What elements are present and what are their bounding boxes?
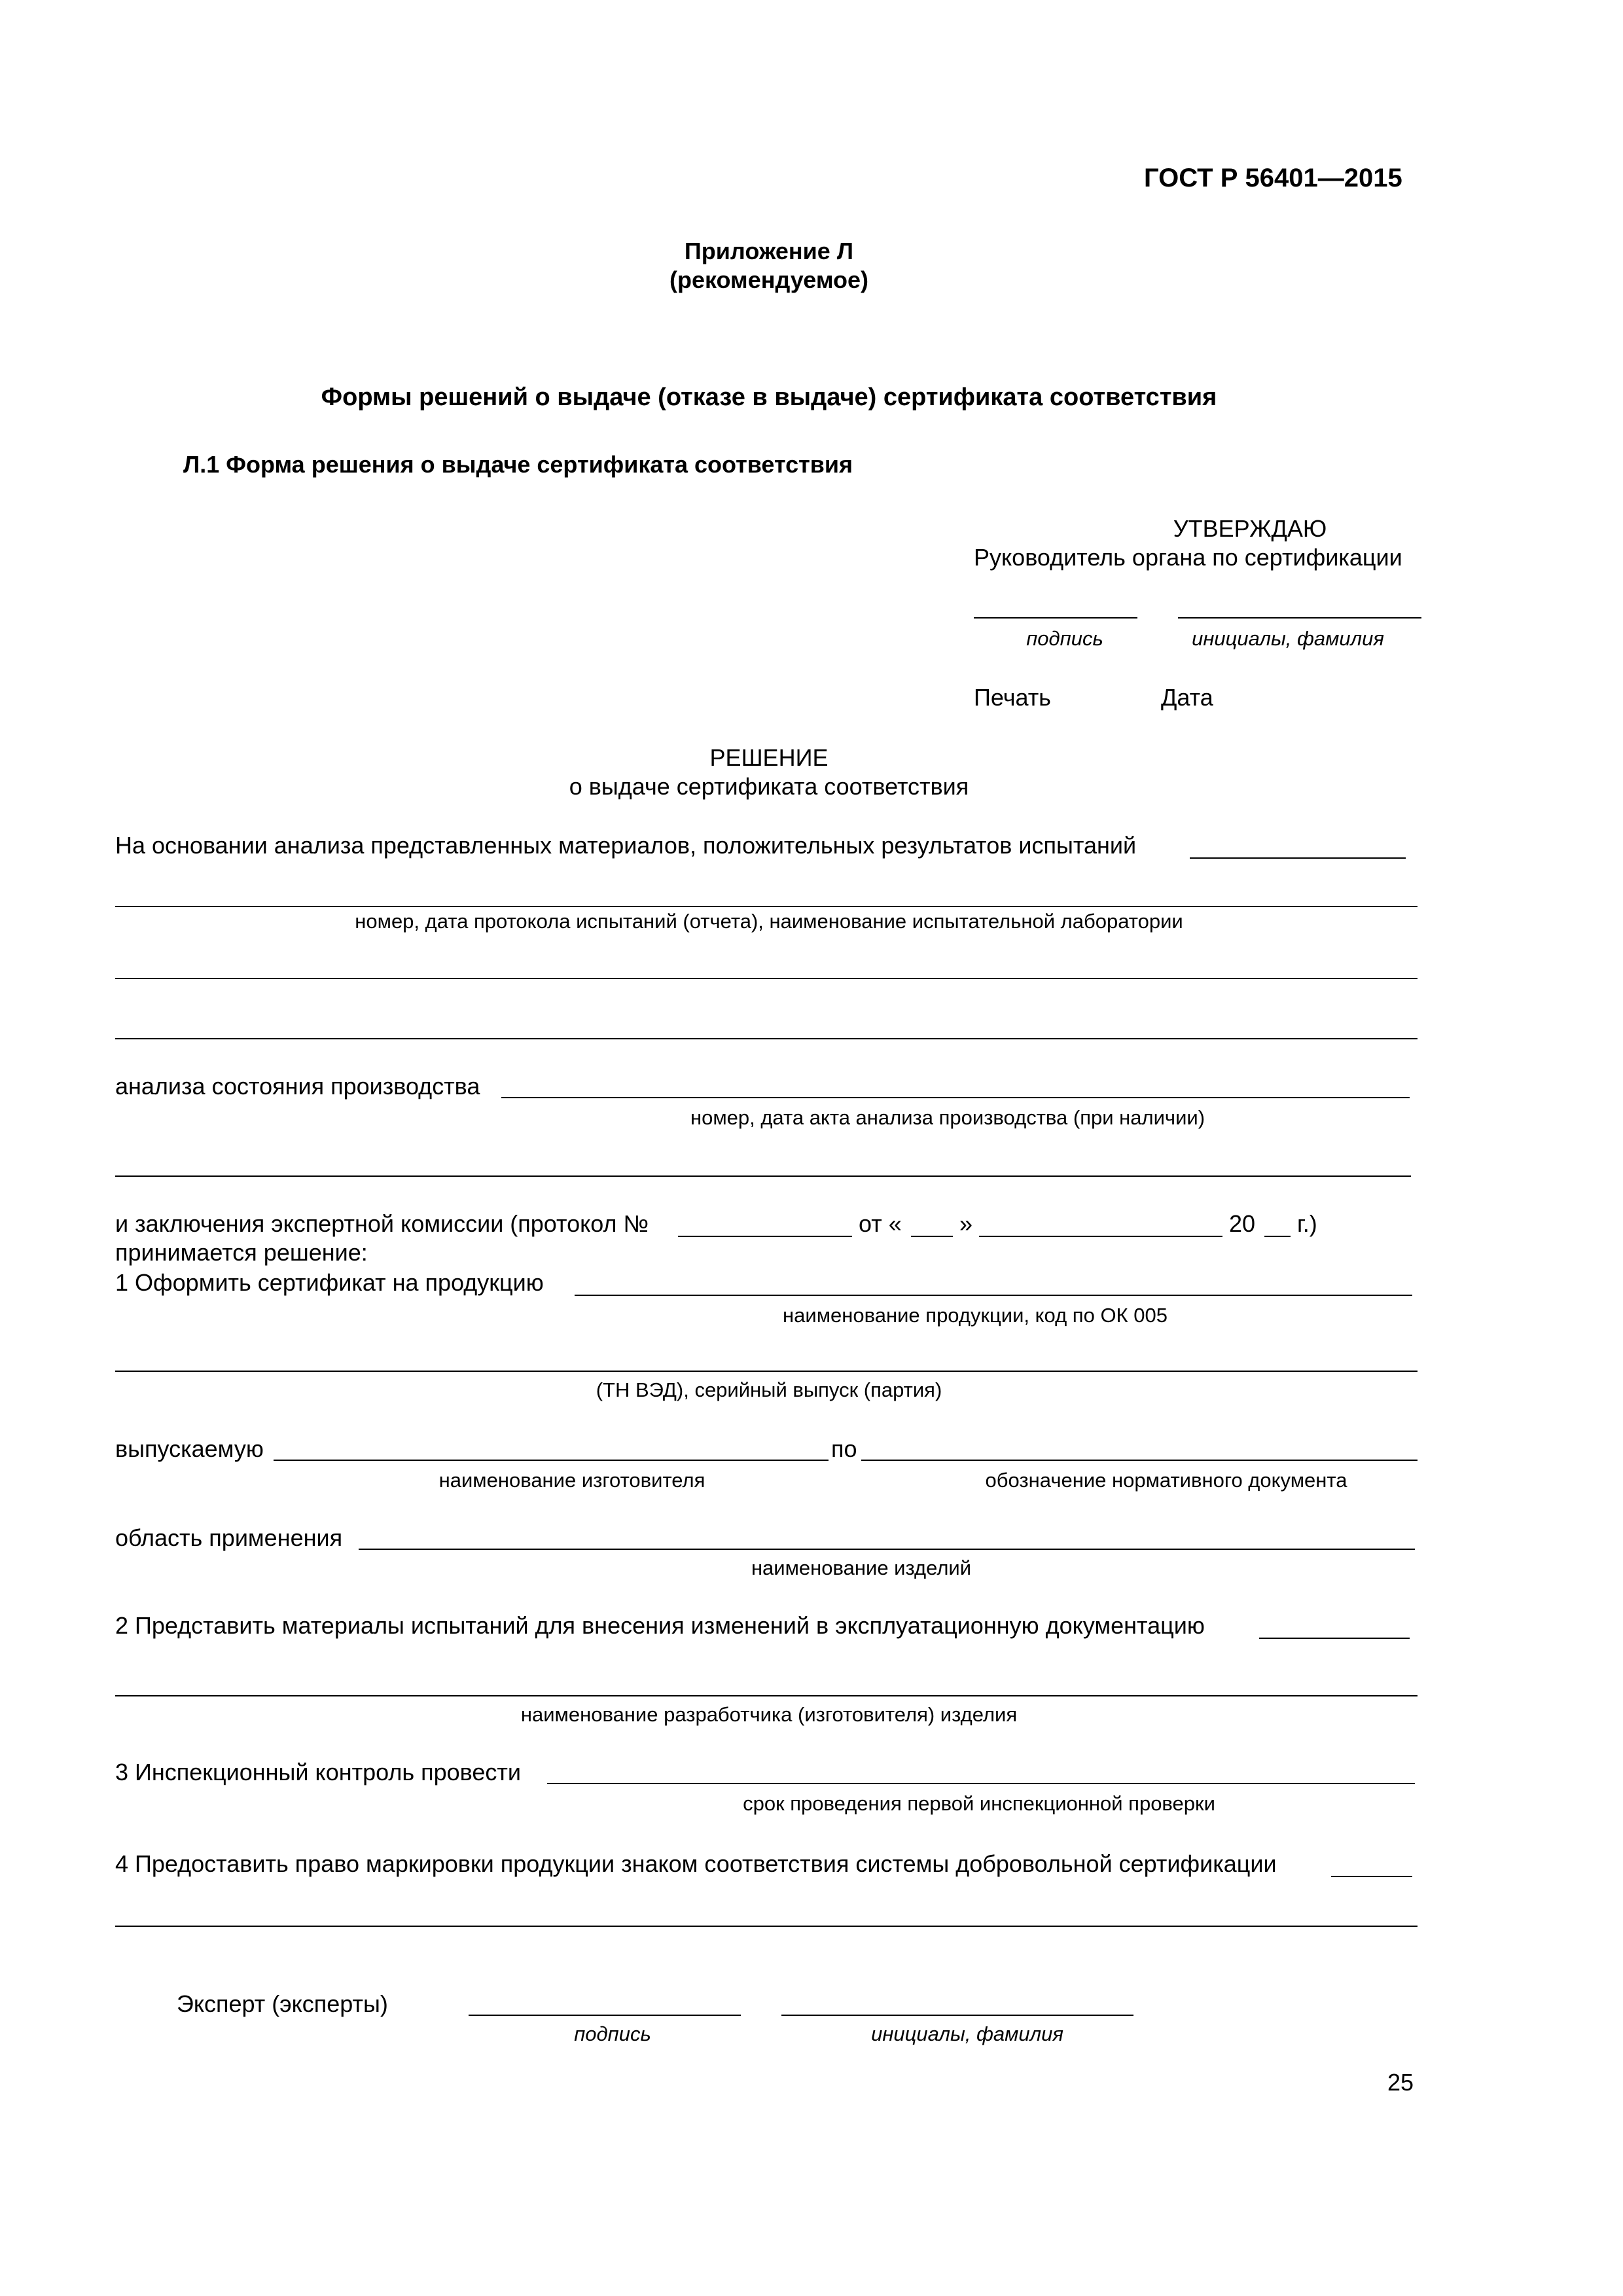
approver-signature-caption: подпись [1026, 627, 1103, 650]
production-caption: номер, дата акта анализа производства (при наличии) [690, 1106, 1205, 1129]
protocol-caption: номер, дата протокола испытаний (отчета), наименование испытательной лаборатории [355, 910, 1183, 933]
decision-subtitle: о выдаче сертификата соответствия [569, 773, 969, 800]
normdoc-caption: обозначение нормативного документа [985, 1469, 1347, 1492]
produced-text: выпускаемую [115, 1435, 264, 1462]
section-title: Л.1 Форма решения о выдаче сертификата соответствия [183, 451, 853, 478]
production-text: анализа состояния производства [115, 1073, 480, 1100]
basis-text: На основании анализа представленных материалов, положительных результатов испытаний [115, 832, 1137, 859]
manufacturer-caption: наименование изготовителя [438, 1469, 705, 1492]
protocol-line-2 [115, 978, 1418, 979]
protocol-line-3 [115, 1038, 1418, 1039]
developer-line [115, 1695, 1418, 1696]
decision-title: РЕШЕНИЕ [709, 744, 829, 771]
month-line [979, 1236, 1222, 1237]
quote-close: » [959, 1210, 973, 1237]
standard-number: ГОСТ Р 56401—2015 [1144, 164, 1402, 192]
product-caption: наименование продукции, код по ОК 005 [783, 1304, 1168, 1327]
century-text: 20 [1229, 1210, 1256, 1237]
scope-text: область применения [115, 1524, 343, 1551]
item4-line-2 [115, 1926, 1418, 1927]
annex-title: Приложение Л [684, 238, 854, 264]
year-suffix: г.) [1297, 1210, 1317, 1237]
experts-label: Эксперт (эксперты) [177, 1990, 388, 2017]
experts-name-line [781, 2015, 1133, 2016]
from-text: от « [859, 1210, 902, 1237]
inspection-line [547, 1783, 1415, 1784]
expert-commission-text: и заключения экспертной комиссии (протокол № [115, 1210, 649, 1237]
scope-caption: наименование изделий [751, 1556, 972, 1579]
experts-name-caption: инициалы, фамилия [871, 2022, 1063, 2045]
seal-label: Печать [974, 684, 1051, 711]
production-fill-line [501, 1097, 1410, 1098]
normdoc-line [861, 1460, 1418, 1461]
day-line [911, 1236, 953, 1237]
product-line-2 [115, 1371, 1418, 1372]
approver-position: Руководитель органа по сертификации [974, 544, 1402, 571]
protocol-line [115, 906, 1418, 907]
approver-name-line [1178, 617, 1421, 619]
scope-line [359, 1549, 1415, 1550]
developer-caption: наименование разработчика (изготовителя) изделия [520, 1703, 1018, 1726]
basis-fill-line [1190, 857, 1406, 859]
experts-signature-caption: подпись [574, 2022, 651, 2045]
main-title: Формы решений о выдаче (отказе в выдаче) сертификата соответствия [321, 384, 1217, 411]
experts-signature-line [469, 2015, 741, 2016]
year-line [1264, 1236, 1291, 1237]
date-label: Дата [1161, 684, 1213, 711]
annex-status: (рекомендуемое) [669, 266, 868, 293]
item4-text: 4 Предоставить право маркировки продукции знаком соответствия системы добровольной сертификации [115, 1850, 1277, 1877]
approver-signature-line [974, 617, 1137, 619]
protocol-number-line [678, 1236, 852, 1237]
production-line-2 [115, 1175, 1411, 1177]
item3-text: 3 Инспекционный контроль провести [115, 1759, 521, 1785]
item4-fill-line [1331, 1876, 1412, 1877]
product-line [575, 1295, 1412, 1296]
product-caption-2: (ТН ВЭД), серийный выпуск (партия) [596, 1378, 942, 1401]
page-number: 25 [1387, 2069, 1414, 2096]
manufacturer-line [274, 1460, 829, 1461]
approve-label: УТВЕРЖДАЮ [1173, 515, 1327, 542]
item1-text: 1 Оформить сертификат на продукцию [115, 1269, 544, 1296]
item2-fill-line [1259, 1638, 1410, 1639]
decision-text: принимается решение: [115, 1239, 368, 1266]
inspection-caption: срок проведения первой инспекционной проверки [743, 1792, 1215, 1815]
approver-name-caption: инициалы, фамилия [1192, 627, 1384, 650]
item2-text: 2 Представить материалы испытаний для внесения изменений в эксплуатационную документацию [115, 1612, 1205, 1639]
by-text: по [831, 1435, 857, 1462]
